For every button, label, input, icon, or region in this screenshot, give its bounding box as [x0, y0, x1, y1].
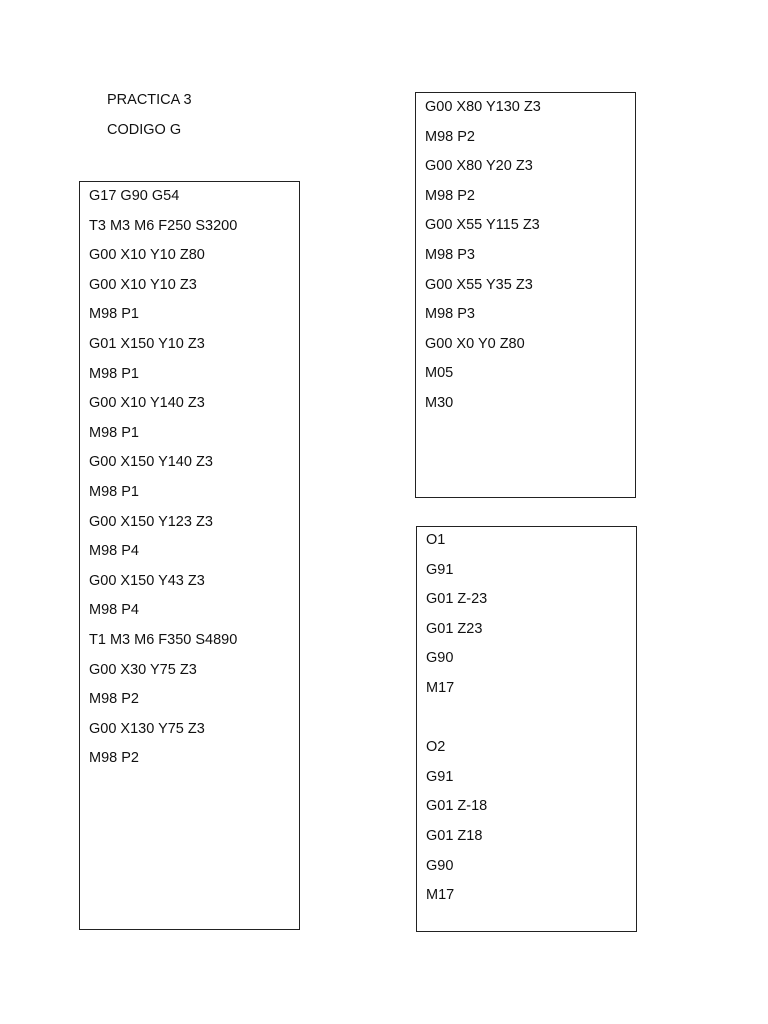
- code-line: T1 M3 M6 F350 S4890: [89, 631, 238, 648]
- code-line: G00 X150 Y123 Z3: [89, 513, 213, 530]
- code-line: G01 Z18: [426, 827, 483, 844]
- code-line: G00 X0 Y0 Z80: [425, 335, 525, 352]
- code-line: M98 P2: [89, 750, 139, 767]
- code-line: M17: [426, 679, 455, 696]
- code-line: M98 P1: [89, 483, 139, 500]
- blank-line: [426, 708, 636, 738]
- code-line: G91: [426, 561, 454, 578]
- code-line: G00 X10 Y10 Z80: [89, 247, 205, 264]
- code-line: G01 X150 Y10 Z3: [89, 335, 205, 352]
- code-line: M98 P2: [425, 187, 475, 204]
- code-line: G00 X150 Y140 Z3: [89, 454, 213, 471]
- code-line: G00 X130 Y75 Z3: [89, 720, 205, 737]
- code-line: G00 X10 Y140 Z3: [89, 395, 205, 412]
- code-line: M98 P3: [425, 246, 475, 263]
- continued-program-box: [415, 92, 636, 498]
- code-line: M98 P1: [89, 424, 139, 441]
- code-line: M05: [425, 365, 454, 382]
- code-line: O1: [426, 532, 446, 548]
- code-line: G00 X10 Y10 Z3: [89, 276, 197, 293]
- code-line: G91: [426, 768, 454, 785]
- code-line: G00 X150 Y43 Z3: [89, 572, 205, 589]
- code-line: G00 X80 Y20 Z3: [425, 158, 533, 175]
- code-line: M98 P1: [89, 365, 139, 382]
- code-line: G01 Z23: [426, 620, 483, 637]
- code-line: M98 P4: [89, 543, 139, 560]
- code-line: M17: [426, 887, 455, 904]
- code-line: G01 Z-23: [426, 591, 488, 608]
- code-line: G90: [426, 650, 454, 667]
- code-line: G00 X30 Y75 Z3: [89, 661, 197, 678]
- code-line: M98 P2: [425, 128, 475, 145]
- code-line: G01 Z-18: [426, 798, 488, 815]
- code-line: T3 M3 M6 F250 S3200: [89, 217, 238, 234]
- subprograms-box: [416, 526, 637, 932]
- code-line: G00 X80 Y130 Z3: [425, 99, 541, 115]
- code-line: G00 X55 Y115 Z3: [425, 217, 540, 234]
- code-line: M98 P2: [89, 691, 139, 708]
- code-line: M98 P1: [89, 306, 139, 323]
- code-line: O2: [426, 739, 446, 756]
- code-line: M98 P3: [425, 306, 475, 323]
- code-line: G90: [426, 857, 454, 874]
- main-program-box: [79, 181, 300, 930]
- code-line: M30: [425, 394, 454, 411]
- code-line: G00 X55 Y35 Z3: [425, 276, 533, 293]
- code-line: G17 G90 G54: [89, 188, 180, 204]
- code-line: M98 P4: [89, 602, 139, 619]
- document-subtitle: CODIGO G: [107, 122, 182, 138]
- document-title: PRACTICA 3: [107, 92, 192, 108]
